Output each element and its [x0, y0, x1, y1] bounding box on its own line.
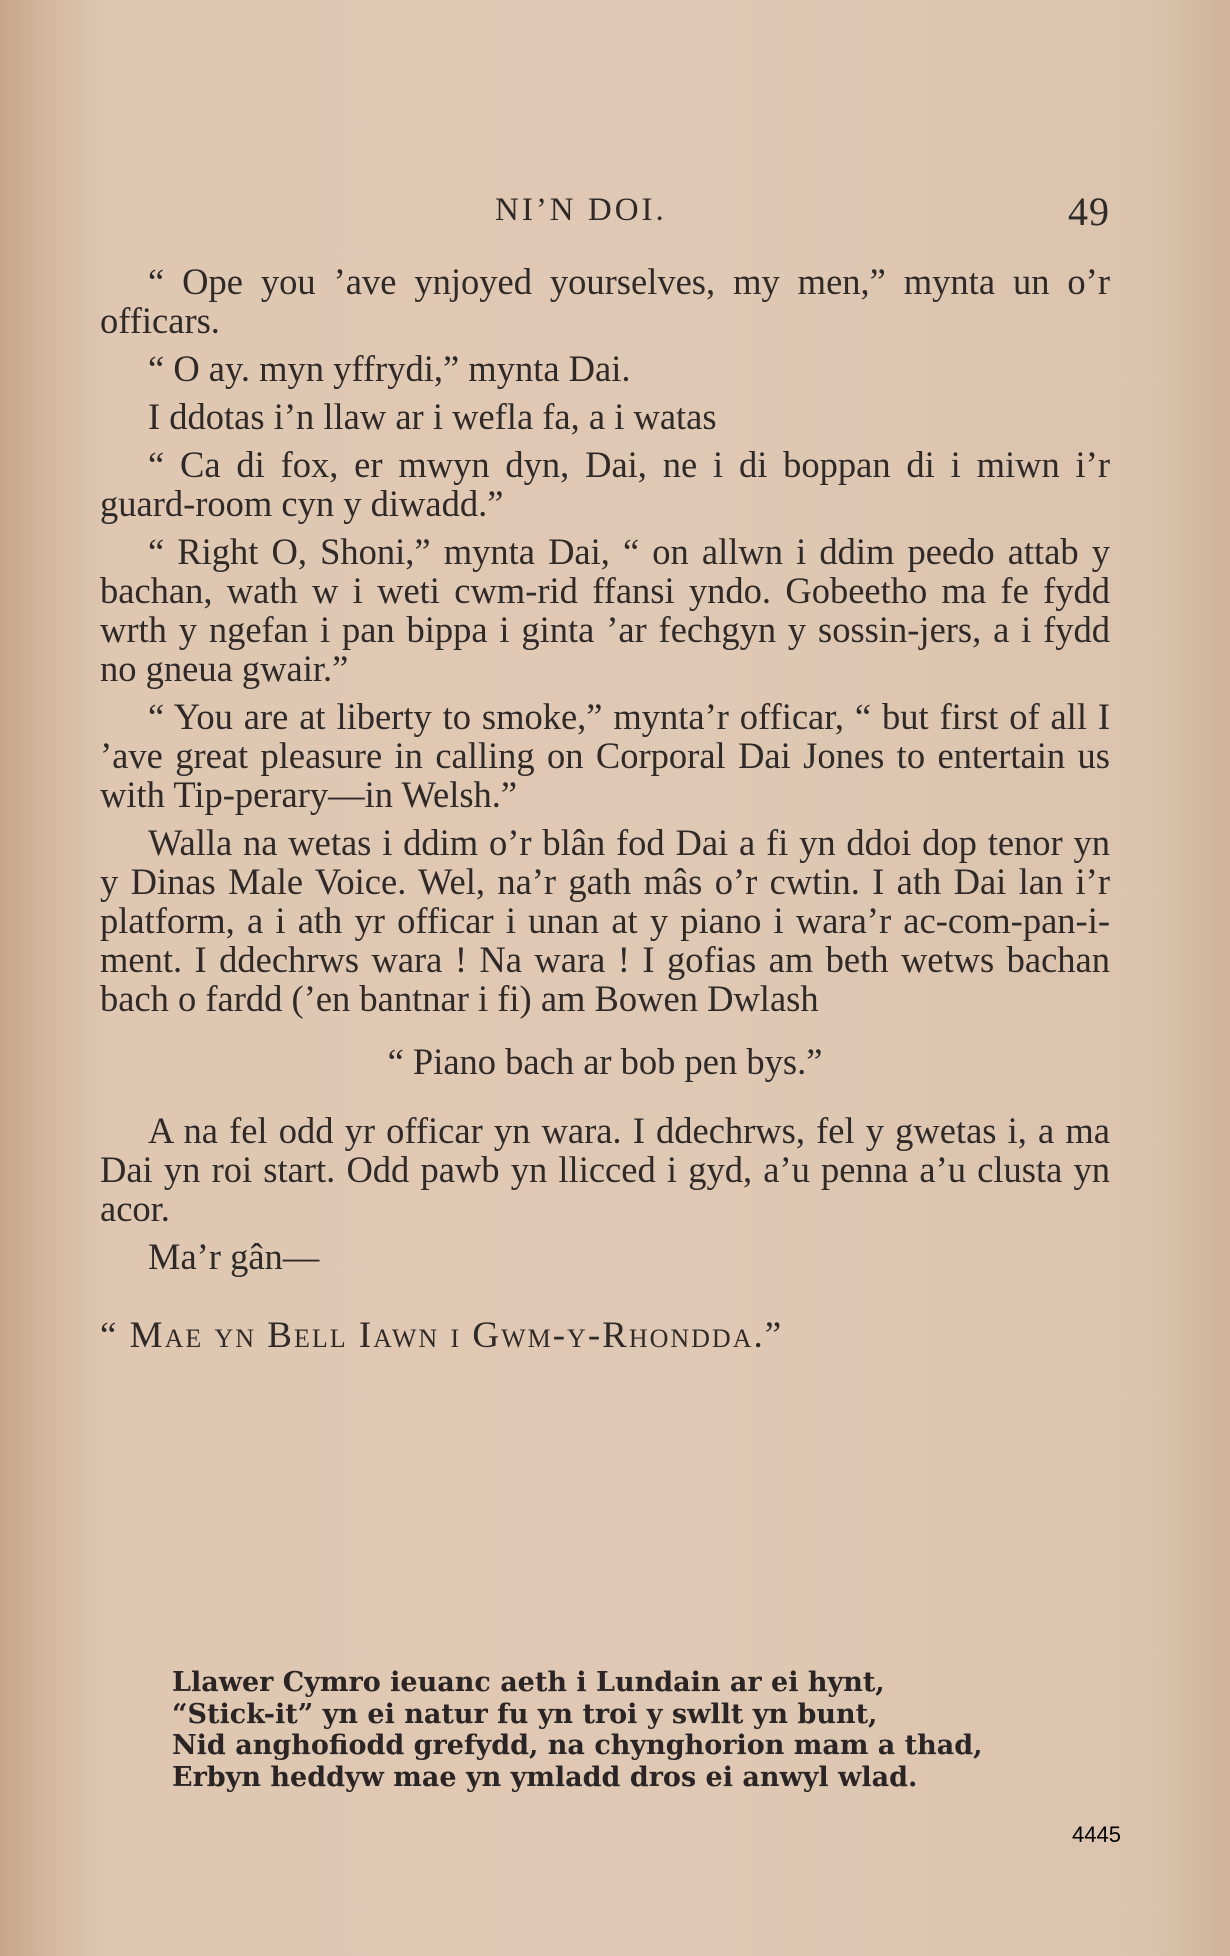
song-verse: [172, 1667, 1072, 1793]
running-title: NI’N DOI.: [495, 192, 667, 228]
paragraph: I ddotas i’n llaw ar i wefla fa, a i watas: [148, 396, 717, 437]
catalog-number: 4445: [1072, 1822, 1121, 1847]
page-header: [100, 180, 1110, 234]
paragraph: A na fel odd yr officar yn wara. I ddechrws, fel y gwetas i, a ma Dai yn roi start. Odd pawb yn llicced i gyd, a’u penna a’u clusta yn acor.: [100, 1110, 1110, 1229]
verse-line: “Stick-it” yn ei natur fu yn troi y swllt yn bunt,: [172, 1698, 878, 1730]
verse-line: Erbyn heddyw mae yn ymladd dros ei anwyl wlad.: [172, 1761, 918, 1793]
paragraph: “ Ca di fox, er mwyn dyn, Dai, ne i di boppan di i miwn i’r guard-room cyn y diwadd.”: [100, 444, 1110, 524]
paragraph: Ma’r gân—: [148, 1236, 320, 1277]
verse-line: Llawer Cymro ieuanc aeth i Lundain ar ei hynt,: [172, 1667, 885, 1698]
song-title: “ Mae yn Bell Iawn i Gwm-y-Rhondda.”: [100, 1315, 784, 1356]
paragraph: “ You are at liberty to smoke,” mynta’r officar, “ but first of all I ’ave great pleasure in calling on Corporal Dai Jones to entertain us with Tip-perary—in Welsh.”: [100, 696, 1110, 815]
verse-line: Nid anghofiodd grefydd, na chynghorion mam a thad,: [172, 1730, 983, 1761]
paragraph: “ Ope you ’ave ynjoyed yourselves, my men,” mynta un o’r officars.: [100, 261, 1110, 341]
paragraph: “ Right O, Shoni,” mynta Dai, “ on allwn i ddim peedo attab y bachan, wath w i weti cwm-rid ffansi yndo. Gobeetho ma fe fydd wrth y ngefan i pan bippa i ginta ’ar fechgyn y sossin-jers, a i fydd no gneua gwair.”: [100, 531, 1110, 689]
body-text: [100, 262, 1110, 1367]
quoted-line: “ Piano bach ar bob pen bys.”: [387, 1041, 823, 1082]
paragraph: “ O ay. myn yffrydi,” mynta Dai.: [148, 348, 631, 389]
page-number: 49: [1068, 189, 1110, 234]
paragraph: Walla na wetas i ddim o’r blân fod Dai a fi yn ddoi dop tenor yn y Dinas Male Voice. Wel, na’r gath mâs o’r cwtin. I ath Dai lan i’r platform, a i ath yr officar i unan at y piano i wara’r ac-com-pan-i-ment. I ddechrws wara ! Na wara ! I gofias am beth wetws bachan bach o fardd (’en bantnar i fi) am Bowen Dwlash: [100, 822, 1110, 1019]
